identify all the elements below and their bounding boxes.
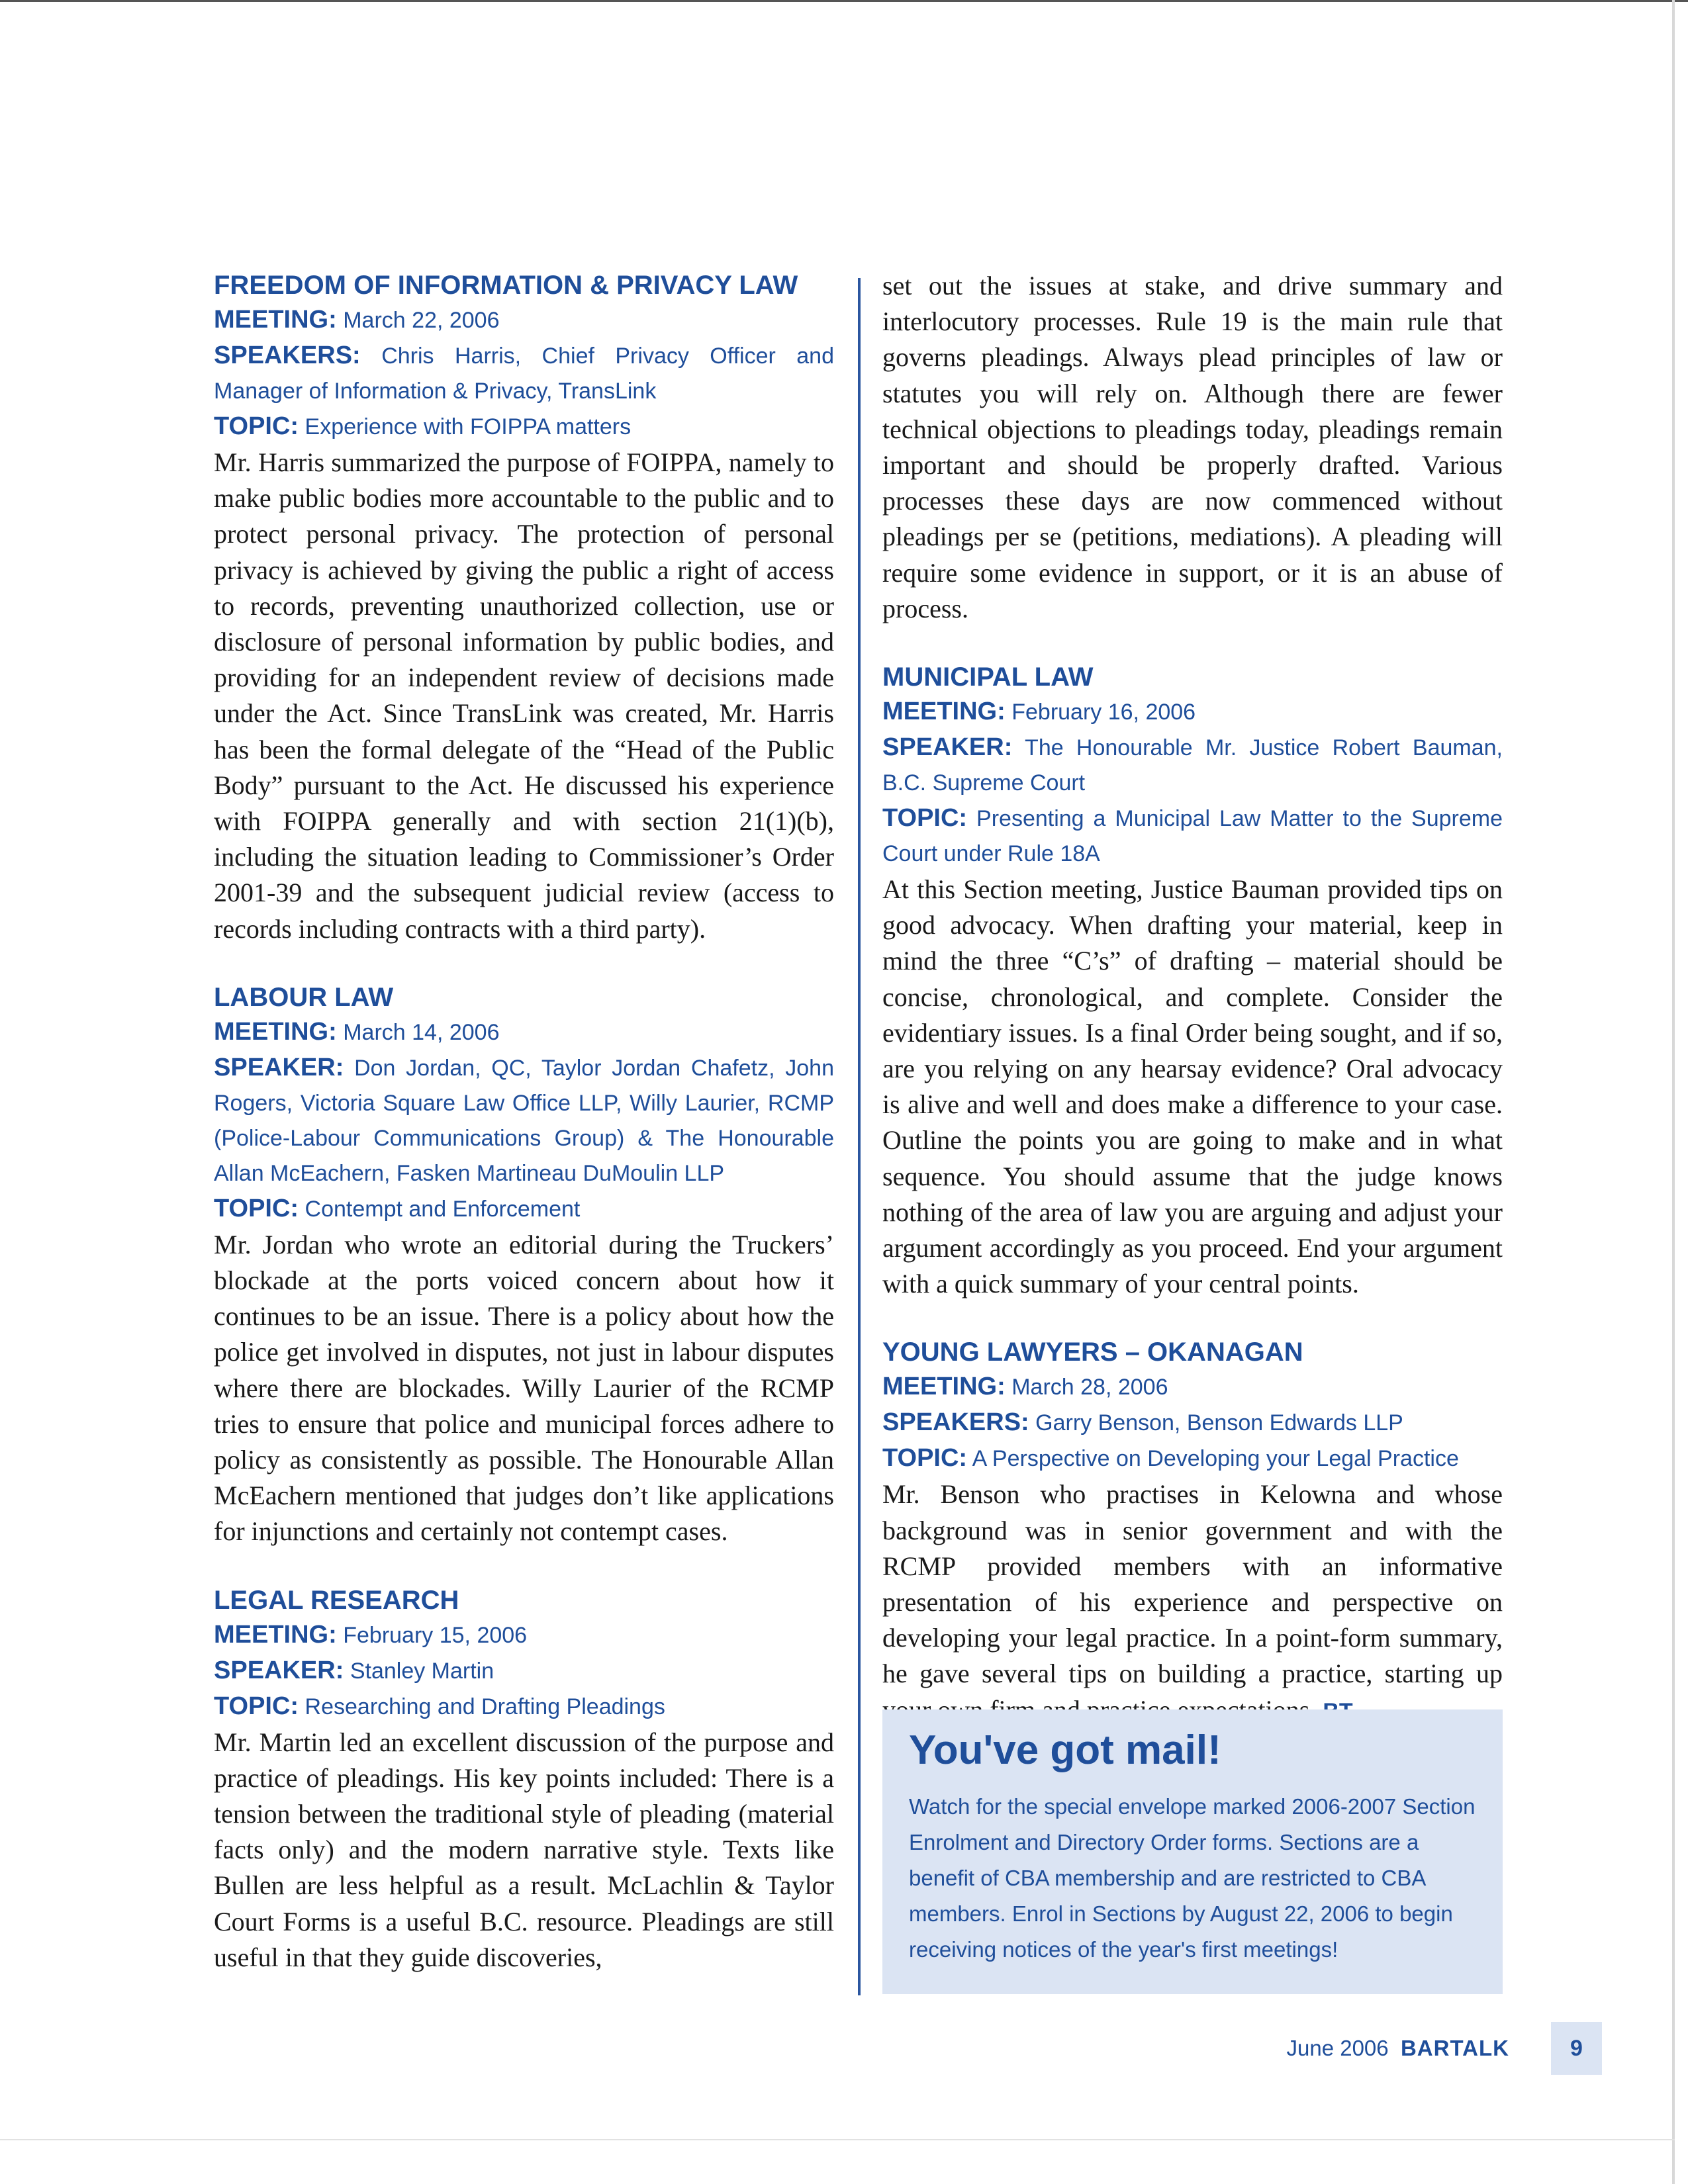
magazine-name: BARTALK: [1400, 2036, 1509, 2060]
meeting-date: February 15, 2006: [343, 1622, 528, 1648]
topic-text: Contempt and Enforcement: [305, 1196, 581, 1222]
section-foi: [214, 268, 834, 947]
mail-notice-title: You've got mail!: [909, 1727, 1221, 1773]
topic-line: [882, 801, 1503, 872]
meeting-line: [214, 1015, 834, 1050]
page-right-edge: [1672, 0, 1675, 2184]
page-top-edge: [0, 0, 1688, 2]
speaker-text: Don Jordan, QC, Taylor Jordan Chafetz, John Rogers, Victoria Square Law Office LLP, Willy Laurier, RCMP (Police-Labour Communications Group) & The Honourable Allan McEachern, Fasken Martineau DuMoulin LLP: [214, 1055, 834, 1186]
section-body-text: Mr. Benson who practises in Kelowna and whose background was in senior government and with the RCMP provided members with an informative presentation of his experience and perspective on developing your legal practice. In a point-form summary, he gave several tips on building a practice, starting up: [882, 1479, 1503, 1689]
speaker-text: The Honourable Mr. Justice Robert Bauman, B.C. Supreme Court: [882, 735, 1503, 796]
meeting-label: MEETING:: [214, 1017, 337, 1046]
speakers-text: Garry Benson, Benson Edwards LLP: [1035, 1410, 1403, 1436]
topic-line: [214, 1689, 834, 1725]
left-column: [214, 268, 834, 2009]
speaker-line: [882, 730, 1503, 801]
section-heading: LEGAL RESEARCH: [214, 1585, 459, 1615]
speaker-label: SPEAKER:: [214, 1053, 344, 1081]
page-bottom-edge: [0, 2139, 1675, 2140]
section-body: set out the issues at stake, and drive summary and interlocutory processes. Rule 19 is the main rule that governs pleadings. Always plead principles of law or statutes you will rely on. Although there are fewer technical objections to pleadings today, pleadings remain important and should be properly drafted. Various processes these days are now commenced without pleadings per se (petitions, mediations). A pleading will require some evidence in support, or it is an abuse of process.: [882, 271, 1503, 623]
topic-text: Researching and Drafting Pleadings: [305, 1694, 665, 1719]
mail-notice-box: [882, 1709, 1503, 1994]
meeting-date: February 16, 2006: [1011, 700, 1196, 725]
section-heading: LABOUR LAW: [214, 982, 394, 1012]
topic-label: TOPIC:: [882, 804, 968, 833]
section-heading: FREEDOM OF INFORMATION & PRIVACY LAW: [214, 271, 798, 300]
column-divider: [858, 278, 861, 1995]
speakers-line: [214, 338, 834, 409]
speakers-label: SPEAKERS:: [214, 341, 361, 369]
section-body: Mr. Martin led an excellent discussion of the purpose and practice of pleadings. His key points included: There is a tension between the traditional style of pleading (material facts only) and the modern narrative style. Texts like Bullen are less helpful as a result. McLachlin & Taylor Court Forms is a useful B.C. resource. Pleadings are still useful in that they guide discoveries,: [214, 1727, 834, 1972]
topic-line: [882, 1441, 1503, 1477]
meeting-date: March 28, 2006: [1011, 1375, 1168, 1400]
right-column: [882, 268, 1503, 1762]
topic-text: A Perspective on Developing your Legal Practice: [972, 1446, 1459, 1472]
section-body: [882, 1477, 1503, 1729]
speaker-text: Stanley Martin: [350, 1658, 494, 1684]
topic-text: Experience with FOIPPA matters: [305, 414, 632, 439]
speakers-label: SPEAKERS:: [882, 1408, 1029, 1437]
section-municipal: [882, 660, 1503, 1302]
topic-label: TOPIC:: [882, 1444, 968, 1473]
meeting-line: [214, 302, 834, 338]
section-body: Mr. Jordan who wrote an editorial during the Truckers’ blockade at the ports voiced concern about how it continues to be an issue. There is a policy about how the police get involved in disputes, not just in labour disputes where there are blockades. Willy Laurier of the RCMP tries to ensure that police and municipal forces adhere to policy as consistently as possible. The Honourable Allan McEachern mentioned that judges don’t like applications for injunctions and certainly not contempt cases.: [214, 1229, 834, 1547]
meeting-date: March 14, 2006: [343, 1019, 500, 1045]
section-heading: MUNICIPAL LAW: [882, 662, 1094, 692]
topic-line: [214, 409, 834, 445]
speakers-text: Chris Harris, Chief Privacy Officer and Manager of Information & Privacy, TransLink: [214, 343, 835, 404]
page-footer: [1258, 2032, 1509, 2065]
meeting-label: MEETING:: [214, 306, 337, 334]
speakers-line: [882, 1405, 1503, 1441]
meeting-line: [882, 1369, 1503, 1405]
speaker-line: [214, 1653, 834, 1689]
topic-label: TOPIC:: [214, 1692, 299, 1720]
speaker-label: SPEAKER:: [882, 733, 1013, 762]
speaker-line: [214, 1050, 834, 1191]
topic-label: TOPIC:: [214, 412, 299, 440]
meeting-line: [214, 1617, 834, 1653]
section-body: At this Section meeting, Justice Bauman provided tips on good advocacy. When drafting your material, keep in mind the three “C’s” of drafting – material should be concise, chronological, and complete. Consider the evidentiary issues. Is a final Order being sought, and if so, are you relying on any hearsay evidence? Oral advocacy is alive and well and does make a difference to your case. Outline the points you are going to make and in what sequence. You should assume that the judge knows nothing of the area of law you are arguing and adjust your argument accordingly as you proceed. End your argument with a quick summary of your central points.: [882, 874, 1503, 1299]
section-legal-research-continued: [882, 268, 1503, 627]
page-number: 9: [1551, 2022, 1602, 2075]
section-labour: [214, 980, 834, 1550]
issue-date: June 2006: [1286, 2036, 1389, 2060]
mail-notice-body: Watch for the special envelope marked 2006-2007 Section Enrolment and Directory Order forms. Sections are a benefit of CBA membership and are restricted to CBA members. Enrol in Sections by August 22, 2006 to begin receiving notices of the year's first meetings!: [909, 1794, 1476, 1962]
section-heading: YOUNG LAWYERS – OKANAGAN: [882, 1338, 1303, 1367]
meeting-label: MEETING:: [882, 1373, 1006, 1401]
section-young-lawyers: [882, 1335, 1503, 1729]
meeting-label: MEETING:: [882, 698, 1006, 726]
meeting-line: [882, 694, 1503, 730]
meeting-date: March 22, 2006: [343, 308, 500, 333]
section-legal-research: [214, 1583, 834, 1976]
topic-label: TOPIC:: [214, 1194, 299, 1222]
topic-line: [214, 1191, 834, 1227]
topic-text: Presenting a Municipal Law Matter to the Supreme Court under Rule 18A: [882, 806, 1503, 867]
speaker-label: SPEAKER:: [214, 1656, 344, 1684]
meeting-label: MEETING:: [214, 1620, 337, 1649]
section-body: Mr. Harris summarized the purpose of FOIPPA, namely to make public bodies more accountable to the public and to protect personal privacy. The protection of personal privacy is achieved by giving the public a right of access to records, preventing unauthorized collection, use or disclosure of personal information by public bodies, and providing for an independent review of decisions made under the Act. Since TransLink was created, Mr. Harris has been the formal delegate of the “Head of the Public Body” pursuant to the Act. He discussed his experience with FOIPPA generally and with section 21(1)(b), including the situation leading to Commissioner’s Order 2001-39 and the subsequent judicial review (access to records including contracts with a third party).: [214, 447, 834, 944]
